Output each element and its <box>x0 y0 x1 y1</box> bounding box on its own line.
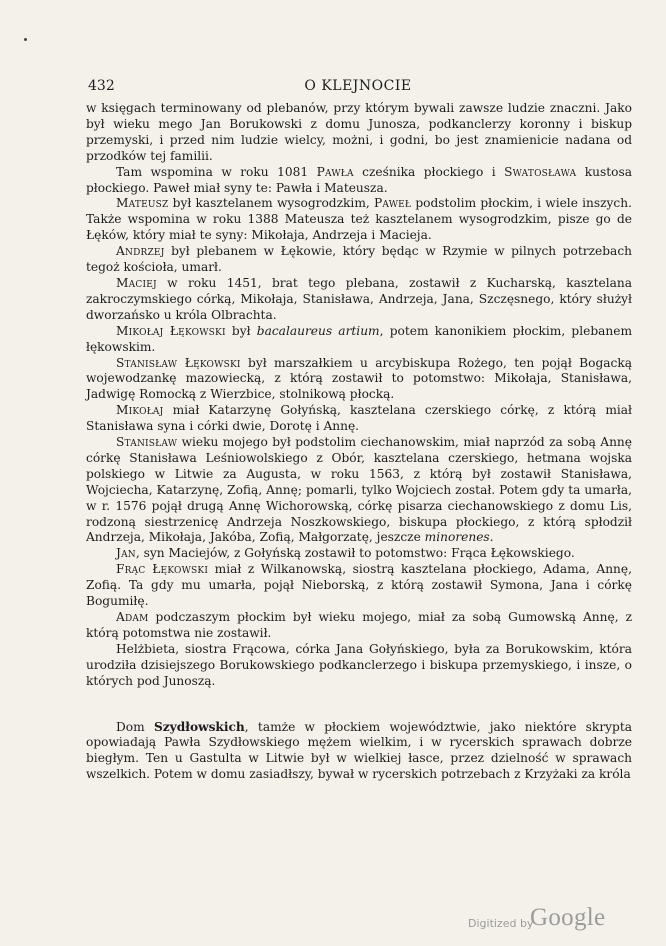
page-header <box>88 78 628 98</box>
paragraph <box>86 196 632 244</box>
text-run: Paweł <box>373 196 412 211</box>
paragraph <box>86 324 632 356</box>
text-run: Adam <box>116 610 149 624</box>
text-run: kustosa płockiego. Paweł miał syny te: Pawła i Mateusza. <box>86 164 632 195</box>
digitized-watermark <box>468 904 638 934</box>
section-gap <box>86 690 632 720</box>
paragraph <box>86 276 632 324</box>
paragraph <box>86 244 632 276</box>
watermark-small-text: Digitized by <box>468 917 534 930</box>
text-run: Mikołaj Łękowski <box>116 323 226 338</box>
page-body <box>86 101 632 783</box>
text-run: był marszałkiem u arcybiskupa Rożego, ten pojął Bogacką wojewodzankę mazowiecką, z którą zostawił to potomstwo: Mikołaja, Stanisława, Jadwigę Romocką z Wierzbice, stolnikową płocką. <box>86 355 632 402</box>
text-run: wieku mojego był podstolim ciechanowskim, miał naprzód za sobą Annę córkę Stanisława Leśniowolskiego z Obór, kasztelana czerskiego, hetmana wojska polskiego w Litwie za Augusta, w roku 1563, z którą był zostawił Stanisława, Wojciecha, Katarzynę, Zofią, Annę; pomarli, tylko Wojciech został. Potem gdy ta umarła, w r. 1576 pojął drugą Annę Wichorowską, córkę pisarza ciechanowskiego z domu Lis, rodzoną siestrzenicę Andrzeja Noszkowskiego, biskupa płockiego, z którą spłodził Andrzeja, Mikołaja, Jakóba, Zofią, Małgorzatę, jeszcze <box>86 435 632 545</box>
text-run: był kasztelanem wysogrodzkim, <box>168 196 374 211</box>
text-run: Stanisław <box>116 435 178 450</box>
text-run: , syn Maciejów, z Gołyńską zostawił to potomstwo: Frąca Łękowskiego. <box>135 546 575 561</box>
ink-speck <box>24 38 27 41</box>
text-run: Mateusz <box>116 196 169 211</box>
text-run: , potem kanonikiem płockim, plebanem łękowskim. <box>86 323 633 354</box>
paragraph <box>86 101 632 165</box>
text-run: Dom <box>116 719 154 734</box>
text-run: w księgach terminowany od plebanów, przy którym bywali zawsze ludzie znaczni. Jako był wieku mego Jan Borukowski z domu Junosza, podkanclerzy koronny i biskup przemyski, i przed nim ludzie wielcy, możni, i godni, bo jest znamienicie nadana od przodków tej familii. <box>86 101 632 163</box>
text-run: podstolim płockim, i wiele inszych. Także wspomina w roku 1388 Mateusza też kasztelanem wysogrodzkim, pisze go de Łęków, który miał te syny: Mikołaja, Andrzeja i Macieja. <box>86 196 632 243</box>
text-run: , tamże w płockiem województwie, jako niektóre skrypta opowiadają Pawła Szydłowskiego mężem wielkim, i w rycerskich sprawach dobrze biegłym. Ten u Gastulta w Litwie był w wielkiej łasce, przez dzielność w sprawach wszelkich. Potem w domu zasiadłszy, bywał w rycerskich potrzebach z Krzyżaki za króla <box>86 719 632 782</box>
text-run: Stanisław Łękowski <box>116 355 241 370</box>
text-run: w roku 1451, brat tego plebana, zostawił z Kucharską, kasztelana zakroczymskiego córką, Mikołaja, Stanisława, Andrzeja, Jana, Szczęsnego, który służył dworzańsko u króla Olbrachta. <box>86 275 632 322</box>
text-run: Mikołaj <box>116 403 164 418</box>
paragraph <box>86 720 632 784</box>
text-run: był <box>225 323 257 338</box>
text-run: cześnika płockiego i <box>353 164 505 179</box>
text-run: bacalaureus artium <box>256 323 380 338</box>
google-logo: Google <box>530 904 606 931</box>
text-run: Swatosława <box>504 164 577 179</box>
text-run: był plebanem w Łękowie, który będąc w Rzymie w pilnych potrzebach tegoż kościoła, umarł. <box>86 244 632 275</box>
paragraph <box>86 435 632 546</box>
text-run: podczaszym płockim był wieku mojego, miał za sobą Gumowską Annę, z którą potomstwa nie zostawił. <box>86 610 632 640</box>
paragraph <box>86 610 632 642</box>
text-run: Pawła <box>316 164 354 179</box>
paragraph <box>86 546 632 562</box>
paragraph <box>86 356 632 404</box>
text-run: minorenes. <box>424 530 494 545</box>
text-run: miał Katarzynę Gołyńską, kasztelana czerskiego córkę, z którą miał Stanisława syna i córki dwie, Dorotę i Annę. <box>86 403 632 434</box>
paragraph <box>86 165 632 197</box>
text-run: Andrzej <box>116 244 165 259</box>
paragraph <box>86 403 632 435</box>
paragraph <box>86 562 632 610</box>
text-run: Frąc Łękowski <box>116 562 209 577</box>
text-run: miał z Wilkanowską, siostrą kasztelana płockiego, Adama, Annę, Zofią. Ta gdy mu umarła, pojął Nieborską, z którą zostawił Symona, Jana i córkę Bogumiłę. <box>86 562 632 609</box>
text-run: Szydłowskich <box>153 719 245 734</box>
paragraph <box>86 642 632 690</box>
text-run: Jan <box>116 546 136 561</box>
page-number: 432 <box>88 78 115 94</box>
running-title: O KLEJNOCIE <box>304 78 412 94</box>
text-run: Maciej <box>116 275 157 290</box>
text-run: Tam wspomina w roku 1081 <box>116 164 317 179</box>
text-run: Helżbieta, siostra Frącowa, córka Jana Gołyńskiego, była za Borukowskim, która urodziła dzisiejszego Borukowskiego podkanclerzego i biskupa przemyskiego, i insze, o których pod Junoszą. <box>86 641 632 688</box>
